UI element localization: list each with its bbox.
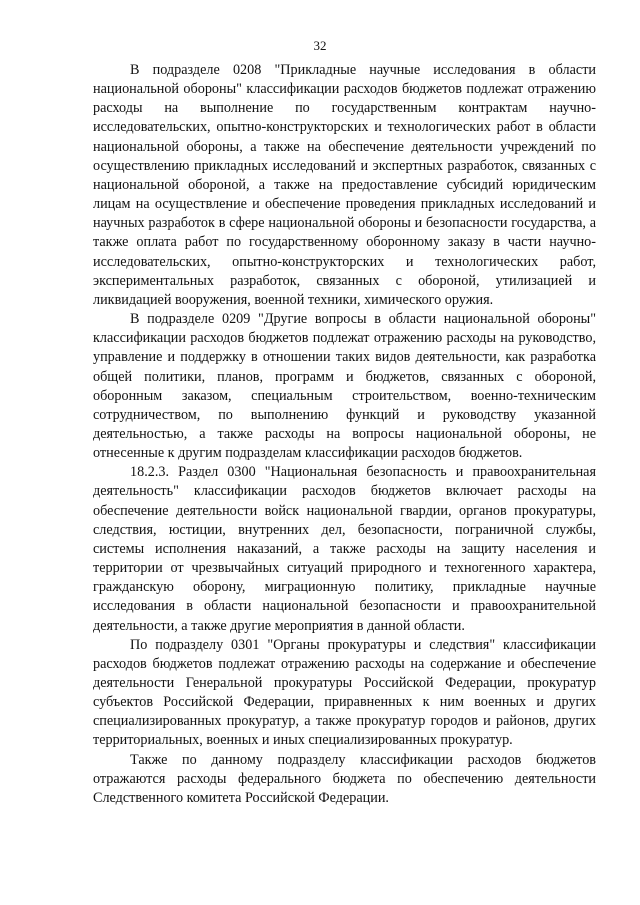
page-number: 32 xyxy=(313,38,327,53)
paragraph-section-0300: 18.2.3. Раздел 0300 "Национальная безопасность и правоохранительная деятельность" классификации расходов бюджетов включает расходы на обеспечение деятельности войск национальной гвардии, органов прокуратуры, следствия, юстиции, внутренних дел, безопасности, пограничной службы, системы исполнения наказаний, а также расходы на защиту населения и территории от чрезвычайных ситуаций природного и техногенного характера, гражданскую оборону, миграционную политику, прикладные научные исследования в области национальной безопасности и правоохранительной деятельности, а также другие мероприятия в данной области. xyxy=(93,464,596,634)
paragraph-subsection-0208: В подразделе 0208 "Прикладные научные исследования в области национальной обороны" классификации расходов бюджетов подлежат отражению расходы на выполнение по государственным контрактам научно-исследовательских, опытно-конструкторских и технологических работ в области национальной обороны, а также на обеспечение деятельности учреждений по осуществлению прикладных исследований и экспертных разработок, связанных с национальной обороной, а также на предоставление субсидий юридическим лицам на осуществление и обеспечение проведения прикладных исследований и научных разработок в сфере национальной обороны и безопасности государства, а также оплата работ по государственному оборонному заказу в части научно-исследовательских, опытно-конструкторских и технологических работ, экспериментальных разработок, связанных с обороной, утилизацией и ликвидацией вооружения, военной техники, химического оружия. xyxy=(93,62,596,308)
paragraph-subsection-0209: В подразделе 0209 "Другие вопросы в области национальной обороны" классификации расходов бюджетов подлежат отражению расходы на руководство, управление и поддержку в отношении таких видов деятельности, как разработка общей политики, планов, программ и бюджетов, связанных с обороной, оборонным заказом, специальным строительством, военно-техническим сотрудничеством, по выполнению функций и руководству указанной деятельностью, а также расходы на вопросы национальной обороны, не отнесенные к другим подразделам классификации расходов бюджетов. xyxy=(93,311,596,462)
paragraph-investigative-committee: Также по данному подразделу классификации расходов бюджетов отражаются расходы федерального бюджета по обеспечению деятельности Следственного комитета Российской Федерации. xyxy=(93,751,596,806)
paragraph-subsection-0301: По подразделу 0301 "Органы прокуратуры и следствия" классификации расходов бюджетов подлежат отражению расходы на содержание и обеспечение деятельности Генеральной прокуратуры Российской Федерации, прокуратур субъектов Российской Федерации, приравненных к ним военных и других специализированных прокуратур, а также прокуратур городов и районов, других территориальных, военных и иных специализированных прокуратур. xyxy=(93,636,596,749)
document-body xyxy=(93,61,596,808)
